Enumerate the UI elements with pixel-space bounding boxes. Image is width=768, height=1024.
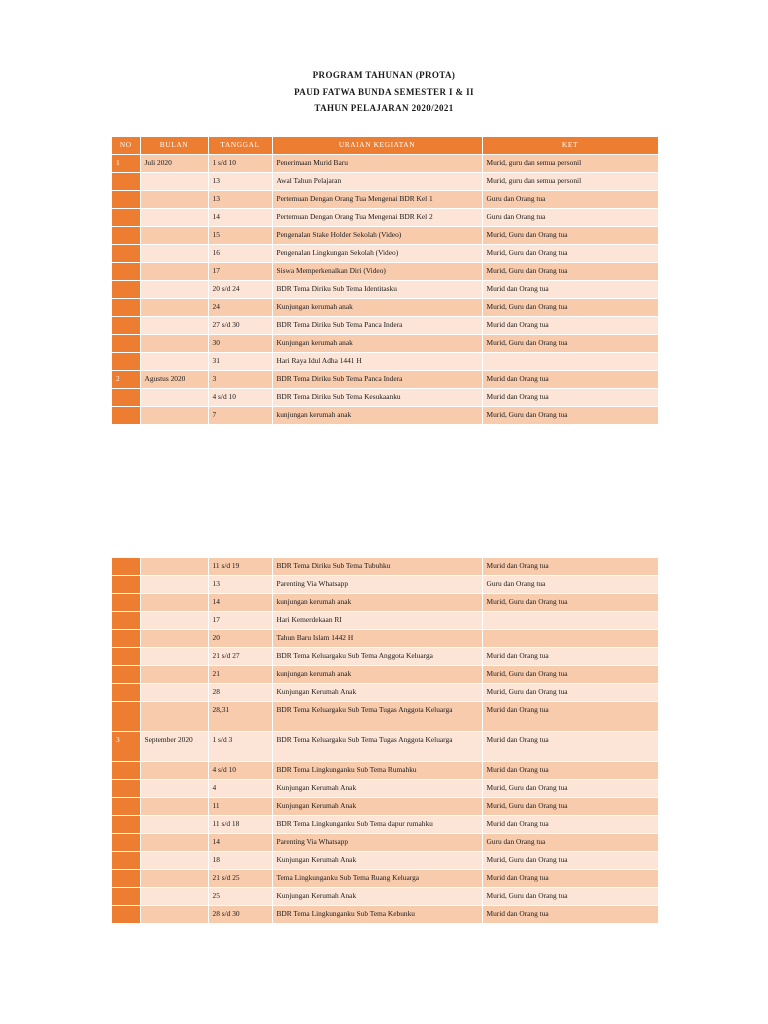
cell-tanggal: 27 s/d 30 [208, 317, 272, 335]
header-tanggal: TANGGAL [208, 137, 272, 155]
cell-no: 3 [112, 732, 140, 762]
cell-bulan [140, 317, 208, 335]
cell-uraian: BDR Tema Lingkunganku Sub Tema dapur rumahku [272, 816, 482, 834]
cell-ket: Murid dan Orang tua [482, 870, 658, 888]
cell-bulan [140, 209, 208, 227]
schedule-table-1 [112, 137, 659, 425]
cell-uraian: Kunjungan Kerumah Anak [272, 780, 482, 798]
cell-no [112, 798, 140, 816]
cell-tanggal: 1 s/d 3 [208, 732, 272, 762]
cell-uraian: kunjungan kerumah anak [272, 594, 482, 612]
cell-uraian: BDR Tema Lingkunganku Sub Tema Kebunku [272, 906, 482, 924]
cell-tanggal: 11 s/d 18 [208, 816, 272, 834]
cell-bulan [140, 299, 208, 317]
cell-bulan [140, 852, 208, 870]
cell-ket: Murid dan Orang tua [482, 816, 658, 834]
cell-no [112, 191, 140, 209]
cell-tanggal: 4 s/d 10 [208, 389, 272, 407]
cell-tanggal: 1 s/d 10 [208, 155, 272, 173]
header-no: NO [112, 137, 140, 155]
cell-tanggal: 15 [208, 227, 272, 245]
cell-no [112, 407, 140, 425]
cell-no [112, 245, 140, 263]
cell-ket: Murid, Guru dan Orang tua [482, 227, 658, 245]
header-uraian: URAIAN KEGIATAN [272, 137, 482, 155]
cell-bulan [140, 816, 208, 834]
cell-ket: Murid, Guru dan Orang tua [482, 594, 658, 612]
cell-bulan [140, 666, 208, 684]
cell-ket: Murid, Guru dan Orang tua [482, 335, 658, 353]
table-row [112, 263, 658, 281]
cell-ket: Guru dan Orang tua [482, 834, 658, 852]
cell-tanggal: 30 [208, 335, 272, 353]
cell-no [112, 888, 140, 906]
cell-tanggal: 20 s/d 24 [208, 281, 272, 299]
header-ket: KET [482, 137, 658, 155]
cell-ket [482, 353, 658, 371]
cell-bulan: Juli 2020 [140, 155, 208, 173]
cell-no [112, 702, 140, 732]
cell-no [112, 335, 140, 353]
cell-no: 2 [112, 371, 140, 389]
cell-ket: Murid, Guru dan Orang tua [482, 798, 658, 816]
cell-uraian: Kunjungan Kerumah Anak [272, 852, 482, 870]
table-row [112, 155, 658, 173]
cell-no: 1 [112, 155, 140, 173]
cell-bulan [140, 245, 208, 263]
cell-ket: Murid dan Orang tua [482, 558, 658, 576]
cell-bulan [140, 594, 208, 612]
cell-no [112, 834, 140, 852]
cell-ket: Murid, Guru dan Orang tua [482, 666, 658, 684]
cell-uraian: Kunjungan Kerumah Anak [272, 798, 482, 816]
cell-no [112, 816, 140, 834]
table-row [112, 281, 658, 299]
cell-bulan: September 2020 [140, 732, 208, 762]
table-row [112, 407, 658, 425]
cell-uraian: BDR Tema Lingkunganku Sub Tema Rumahku [272, 762, 482, 780]
cell-uraian: kunjungan kerumah anak [272, 407, 482, 425]
table-row [112, 870, 658, 888]
cell-uraian: Pertemuan Dengan Orang Tua Mengenai BDR Kel 2 [272, 209, 482, 227]
cell-ket: Murid, Guru dan Orang tua [482, 852, 658, 870]
cell-uraian: Hari Kemerdekaan RI [272, 612, 482, 630]
table-row [112, 317, 658, 335]
cell-tanggal: 11 s/d 19 [208, 558, 272, 576]
cell-tanggal: 16 [208, 245, 272, 263]
cell-bulan [140, 281, 208, 299]
cell-no [112, 762, 140, 780]
cell-tanggal: 18 [208, 852, 272, 870]
cell-uraian: BDR Tema Keluargaku Sub Tema Tugas Anggota Keluarga [272, 732, 482, 762]
cell-bulan [140, 389, 208, 407]
cell-no [112, 612, 140, 630]
cell-no [112, 780, 140, 798]
cell-tanggal: 14 [208, 834, 272, 852]
cell-uraian: kunjungan kerumah anak [272, 666, 482, 684]
table-row [112, 299, 658, 317]
cell-bulan [140, 906, 208, 924]
cell-ket: Murid, Guru dan Orang tua [482, 245, 658, 263]
table-row [112, 762, 658, 780]
table-row [112, 630, 658, 648]
cell-no [112, 666, 140, 684]
table-row [112, 371, 658, 389]
cell-ket: Murid, Guru dan Orang tua [482, 888, 658, 906]
cell-bulan [140, 870, 208, 888]
cell-uraian: Kunjungan kerumah anak [272, 335, 482, 353]
table-row [112, 389, 658, 407]
cell-no [112, 594, 140, 612]
table-row [112, 209, 658, 227]
cell-no [112, 558, 140, 576]
table-row [112, 594, 658, 612]
table-row [112, 702, 658, 732]
schedule-table-2 [112, 558, 659, 924]
cell-tanggal: 21 s/d 27 [208, 648, 272, 666]
cell-no [112, 299, 140, 317]
table-row [112, 227, 658, 245]
cell-uraian: BDR Tema Diriku Sub Tema Tubuhku [272, 558, 482, 576]
cell-no [112, 906, 140, 924]
table-row [112, 558, 658, 576]
title-line-1: PROGRAM TAHUNAN (PROTA) [312, 70, 456, 80]
cell-bulan [140, 263, 208, 281]
cell-no [112, 389, 140, 407]
table-row [112, 852, 658, 870]
cell-ket: Murid dan Orang tua [482, 371, 658, 389]
cell-uraian: Kunjungan Kerumah Anak [272, 888, 482, 906]
cell-no [112, 870, 140, 888]
cell-tanggal: 31 [208, 353, 272, 371]
cell-tanggal: 13 [208, 191, 272, 209]
table-row [112, 834, 658, 852]
cell-no [112, 576, 140, 594]
cell-tanggal: 4 [208, 780, 272, 798]
cell-ket: Murid dan Orang tua [482, 389, 658, 407]
cell-ket: Murid, Guru dan Orang tua [482, 263, 658, 281]
cell-bulan [140, 335, 208, 353]
cell-tanggal: 24 [208, 299, 272, 317]
cell-no [112, 648, 140, 666]
cell-no [112, 263, 140, 281]
table-row [112, 245, 658, 263]
cell-tanggal: 25 [208, 888, 272, 906]
cell-tanggal: 13 [208, 576, 272, 594]
cell-uraian: Pengenalan Stake Holder Sekolah (Video) [272, 227, 482, 245]
cell-uraian: Tema Lingkunganku Sub Tema Ruang Keluarga [272, 870, 482, 888]
cell-uraian: Pengenalan Lingkungan Sekolah (Video) [272, 245, 482, 263]
title-line-2: PAUD FATWA BUNDA SEMESTER I & II [294, 86, 474, 97]
cell-bulan [140, 684, 208, 702]
cell-no [112, 684, 140, 702]
cell-ket: Murid dan Orang tua [482, 648, 658, 666]
cell-tanggal: 11 [208, 798, 272, 816]
cell-ket [482, 630, 658, 648]
table-row [112, 335, 658, 353]
cell-tanggal: 21 [208, 666, 272, 684]
cell-bulan [140, 173, 208, 191]
cell-uraian: Kunjungan kerumah anak [272, 299, 482, 317]
cell-uraian: Hari Raya Idul Adha 1441 H [272, 353, 482, 371]
cell-uraian: Penerimaan Murid Baru [272, 155, 482, 173]
cell-tanggal: 17 [208, 612, 272, 630]
cell-ket: Murid, Guru dan Orang tua [482, 780, 658, 798]
cell-uraian: BDR Tema Keluargaku Sub Tema Anggota Keluarga [272, 648, 482, 666]
cell-bulan [140, 798, 208, 816]
cell-tanggal: 28 [208, 684, 272, 702]
cell-uraian: Kunjungan Kerumah Anak [272, 684, 482, 702]
table-row [112, 780, 658, 798]
cell-bulan [140, 227, 208, 245]
cell-bulan [140, 762, 208, 780]
cell-no [112, 317, 140, 335]
cell-no [112, 630, 140, 648]
table-row [112, 353, 658, 371]
cell-ket: Murid, guru dan semua personil [482, 173, 658, 191]
cell-tanggal: 28,31 [208, 702, 272, 732]
cell-ket: Murid dan Orang tua [482, 281, 658, 299]
table-row [112, 191, 658, 209]
cell-ket: Murid, guru dan semua personil [482, 155, 658, 173]
cell-bulan [140, 353, 208, 371]
cell-tanggal: 14 [208, 209, 272, 227]
table-row [112, 816, 658, 834]
document-title [0, 67, 768, 117]
cell-bulan [140, 576, 208, 594]
cell-tanggal: 3 [208, 371, 272, 389]
cell-no [112, 209, 140, 227]
cell-bulan: Agustus 2020 [140, 371, 208, 389]
cell-ket: Guru dan Orang tua [482, 191, 658, 209]
cell-ket: Murid dan Orang tua [482, 702, 658, 732]
table-row [112, 798, 658, 816]
title-line-3: TAHUN PELAJARAN 2020/2021 [314, 103, 454, 113]
cell-tanggal: 20 [208, 630, 272, 648]
table-row [112, 173, 658, 191]
cell-ket: Murid, Guru dan Orang tua [482, 299, 658, 317]
cell-uraian: BDR Tema Diriku Sub Tema Panca Indera [272, 317, 482, 335]
cell-tanggal: 4 s/d 10 [208, 762, 272, 780]
cell-uraian: BDR Tema Keluargaku Sub Tema Tugas Anggota Keluarga [272, 702, 482, 732]
cell-ket: Murid, Guru dan Orang tua [482, 684, 658, 702]
cell-ket [482, 612, 658, 630]
cell-ket: Murid dan Orang tua [482, 762, 658, 780]
cell-tanggal: 21 s/d 25 [208, 870, 272, 888]
table-header-row [112, 137, 658, 155]
table-row [112, 666, 658, 684]
cell-uraian: BDR Tema Diriku Sub Tema Panca Indera [272, 371, 482, 389]
table-row [112, 576, 658, 594]
table-row [112, 732, 658, 762]
table-row [112, 648, 658, 666]
header-bulan: BULAN [140, 137, 208, 155]
cell-uraian: Parenting Via Whatsapp [272, 576, 482, 594]
cell-tanggal: 14 [208, 594, 272, 612]
cell-no [112, 227, 140, 245]
cell-uraian: Awal Tahun Pelajaran [272, 173, 482, 191]
cell-no [112, 173, 140, 191]
cell-ket: Murid dan Orang tua [482, 317, 658, 335]
cell-uraian: Siswa Memperkenalkan Diri (Video) [272, 263, 482, 281]
cell-ket: Murid, Guru dan Orang tua [482, 407, 658, 425]
cell-bulan [140, 702, 208, 732]
cell-tanggal: 13 [208, 173, 272, 191]
cell-uraian: BDR Tema Diriku Sub Tema Kesukaanku [272, 389, 482, 407]
cell-ket: Murid dan Orang tua [482, 906, 658, 924]
cell-bulan [140, 407, 208, 425]
cell-bulan [140, 780, 208, 798]
cell-bulan [140, 630, 208, 648]
table-row [112, 906, 658, 924]
cell-bulan [140, 612, 208, 630]
cell-no [112, 353, 140, 371]
cell-no [112, 852, 140, 870]
cell-uraian: Tahun Baru Islam 1442 H [272, 630, 482, 648]
table-row [112, 888, 658, 906]
cell-ket: Guru dan Orang tua [482, 209, 658, 227]
cell-no [112, 281, 140, 299]
cell-tanggal: 17 [208, 263, 272, 281]
table-row [112, 612, 658, 630]
table-row [112, 684, 658, 702]
cell-uraian: BDR Tema Diriku Sub Tema Identitasku [272, 281, 482, 299]
cell-ket: Guru dan Orang tua [482, 576, 658, 594]
cell-bulan [140, 834, 208, 852]
cell-uraian: Pertemuan Dengan Orang Tua Mengenai BDR Kel 1 [272, 191, 482, 209]
cell-bulan [140, 648, 208, 666]
cell-bulan [140, 191, 208, 209]
cell-tanggal: 7 [208, 407, 272, 425]
cell-bulan [140, 558, 208, 576]
cell-uraian: Parenting Via Whatsapp [272, 834, 482, 852]
cell-ket: Murid dan Orang tua [482, 732, 658, 762]
cell-tanggal: 28 s/d 30 [208, 906, 272, 924]
cell-bulan [140, 888, 208, 906]
